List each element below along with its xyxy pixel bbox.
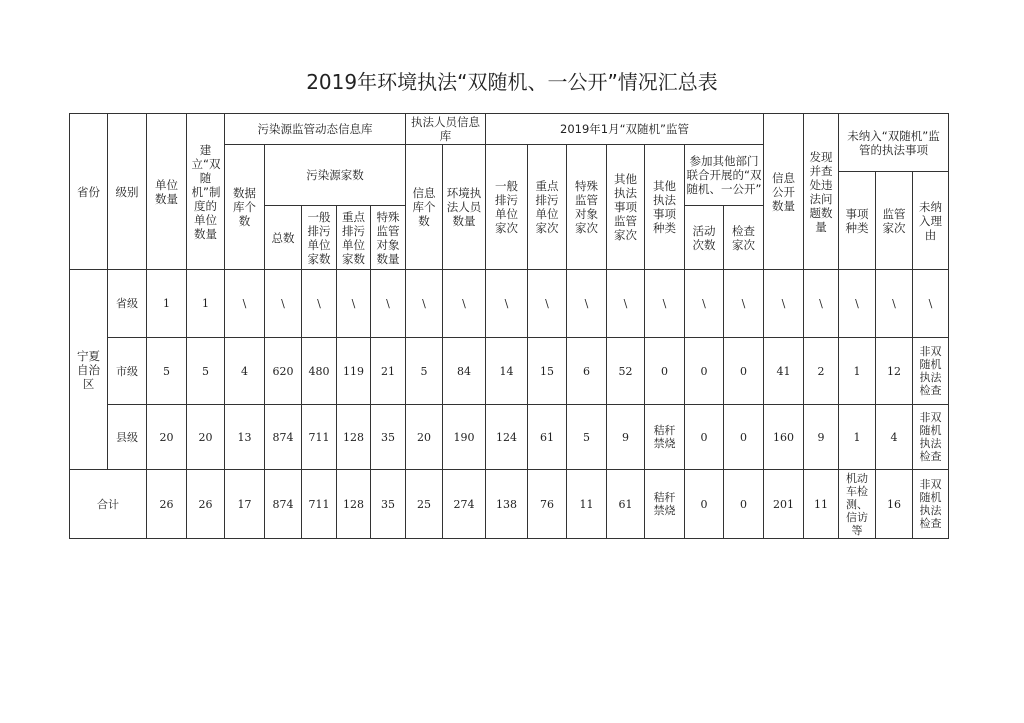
- cell: 35: [371, 405, 406, 470]
- cell: 620: [265, 338, 302, 405]
- cell: 11: [567, 470, 607, 539]
- cell: \: [724, 270, 764, 338]
- cell: 61: [607, 470, 645, 539]
- header-province: 省份: [70, 114, 108, 270]
- cell: 秸秆禁烧: [645, 470, 685, 539]
- header-reason: 未纳入理由: [913, 172, 949, 270]
- cell: \: [876, 270, 913, 338]
- cell: 0: [724, 405, 764, 470]
- cell: \: [804, 270, 839, 338]
- table-row: [70, 270, 949, 338]
- table-row: [70, 338, 949, 405]
- cell: 128: [337, 405, 371, 470]
- level-cell: 市级: [108, 338, 147, 405]
- cell: 1: [187, 270, 225, 338]
- cell: 16: [876, 470, 913, 539]
- cell: 9: [804, 405, 839, 470]
- cell: \: [337, 270, 371, 338]
- cell: 41: [764, 338, 804, 405]
- cell: 21: [371, 338, 406, 405]
- cell: 26: [187, 470, 225, 539]
- cell: 128: [337, 470, 371, 539]
- cell: 119: [337, 338, 371, 405]
- cell: 84: [443, 338, 486, 405]
- header-db-count: 数据库个数: [225, 145, 265, 270]
- cell: 非双随机执法检查: [913, 405, 949, 470]
- cell: 14: [486, 338, 528, 405]
- header-unit-count: 单位数量: [147, 114, 187, 270]
- cell: 76: [528, 470, 567, 539]
- cell: 5: [406, 338, 443, 405]
- header-special-objects: 特殊监管对象数量: [371, 206, 406, 270]
- header-total: 总数: [265, 206, 302, 270]
- total-row: [70, 470, 949, 539]
- cell: 274: [443, 470, 486, 539]
- summary-table: [69, 113, 949, 539]
- cell: 1: [147, 270, 187, 338]
- cell: 35: [371, 470, 406, 539]
- cell: 4: [876, 405, 913, 470]
- header-not-included: 未纳入“双随机”监管的执法事项: [839, 114, 949, 172]
- header-other-types: 其他执法事项种类: [645, 145, 685, 270]
- header-system-units: 建立“双随机”制度的单位数量: [187, 114, 225, 270]
- cell: \: [645, 270, 685, 338]
- header-staff-db: 执法人员信息库: [406, 114, 486, 145]
- header-activity-count: 活动次数: [685, 206, 724, 270]
- cell: \: [371, 270, 406, 338]
- header-item-type: 事项种类: [839, 172, 876, 270]
- header-pollution-db: 污染源监管动态信息库: [225, 114, 406, 145]
- header-check-visits: 检查家次: [724, 206, 764, 270]
- cell: 5: [147, 338, 187, 405]
- header-jan-monitor: 2019年1月“双随机”监管: [486, 114, 764, 145]
- cell: 52: [607, 338, 645, 405]
- cell: 12: [876, 338, 913, 405]
- cell: \: [764, 270, 804, 338]
- cell: \: [225, 270, 265, 338]
- header-key-units: 重点排污单位家数: [337, 206, 371, 270]
- cell: 874: [265, 470, 302, 539]
- cell: \: [839, 270, 876, 338]
- cell: 9: [607, 405, 645, 470]
- cell: 6: [567, 338, 607, 405]
- cell: 2: [804, 338, 839, 405]
- cell: \: [302, 270, 337, 338]
- cell: \: [443, 270, 486, 338]
- header-general-visits: 一般排污单位家次: [486, 145, 528, 270]
- cell: 711: [302, 470, 337, 539]
- header-info-db-count: 信息库个数: [406, 145, 443, 270]
- header-key-visits: 重点排污单位家次: [528, 145, 567, 270]
- cell: \: [265, 270, 302, 338]
- cell: 0: [685, 405, 724, 470]
- header-pollution-source-count: 污染源家数: [265, 145, 406, 206]
- cell: 机动车检测、信访等: [839, 470, 876, 539]
- cell: \: [685, 270, 724, 338]
- cell: 190: [443, 405, 486, 470]
- cell: \: [913, 270, 949, 338]
- cell: \: [486, 270, 528, 338]
- cell: 5: [567, 405, 607, 470]
- cell: 20: [406, 405, 443, 470]
- cell: 874: [265, 405, 302, 470]
- cell: 124: [486, 405, 528, 470]
- header-violations: 发现并查处违法问题数量: [804, 114, 839, 270]
- cell: 15: [528, 338, 567, 405]
- header-general-units: 一般排污单位家数: [302, 206, 337, 270]
- cell: 0: [645, 338, 685, 405]
- total-label: 合计: [70, 470, 147, 539]
- cell: 26: [147, 470, 187, 539]
- cell: 17: [225, 470, 265, 539]
- cell: \: [607, 270, 645, 338]
- cell: 1: [839, 338, 876, 405]
- cell: 4: [225, 338, 265, 405]
- cell: 非双随机执法检查: [913, 470, 949, 539]
- cell: 0: [724, 470, 764, 539]
- header-other-visits: 其他执法事项监管家次: [607, 145, 645, 270]
- header-special-visits: 特殊监管对象家次: [567, 145, 607, 270]
- cell: 非双随机执法检查: [913, 338, 949, 405]
- cell: 0: [685, 470, 724, 539]
- level-cell: 省级: [108, 270, 147, 338]
- cell: \: [567, 270, 607, 338]
- cell: 711: [302, 405, 337, 470]
- cell: 13: [225, 405, 265, 470]
- header-level: 级别: [108, 114, 147, 270]
- cell: 11: [804, 470, 839, 539]
- cell: 秸秆禁烧: [645, 405, 685, 470]
- cell: 138: [486, 470, 528, 539]
- province-cell: 宁夏自治区: [70, 270, 108, 470]
- level-cell: 县级: [108, 405, 147, 470]
- page-title: 2019年环境执法“双随机、一公开”情况汇总表: [306, 70, 718, 94]
- cell: \: [528, 270, 567, 338]
- cell: 201: [764, 470, 804, 539]
- cell: 0: [724, 338, 764, 405]
- cell: 5: [187, 338, 225, 405]
- header-info-public: 信息公开数量: [764, 114, 804, 270]
- cell: \: [406, 270, 443, 338]
- header-supervise-visits: 监管家次: [876, 172, 913, 270]
- cell: 20: [147, 405, 187, 470]
- table-row: [70, 405, 949, 470]
- cell: 20: [187, 405, 225, 470]
- cell: 0: [685, 338, 724, 405]
- cell: 61: [528, 405, 567, 470]
- cell: 480: [302, 338, 337, 405]
- cell: 1: [839, 405, 876, 470]
- header-joint: 参加其他部门联合开展的“双随机、一公开”: [685, 145, 764, 206]
- header-staff-count: 环境执法人员数量: [443, 145, 486, 270]
- cell: 160: [764, 405, 804, 470]
- cell: 25: [406, 470, 443, 539]
